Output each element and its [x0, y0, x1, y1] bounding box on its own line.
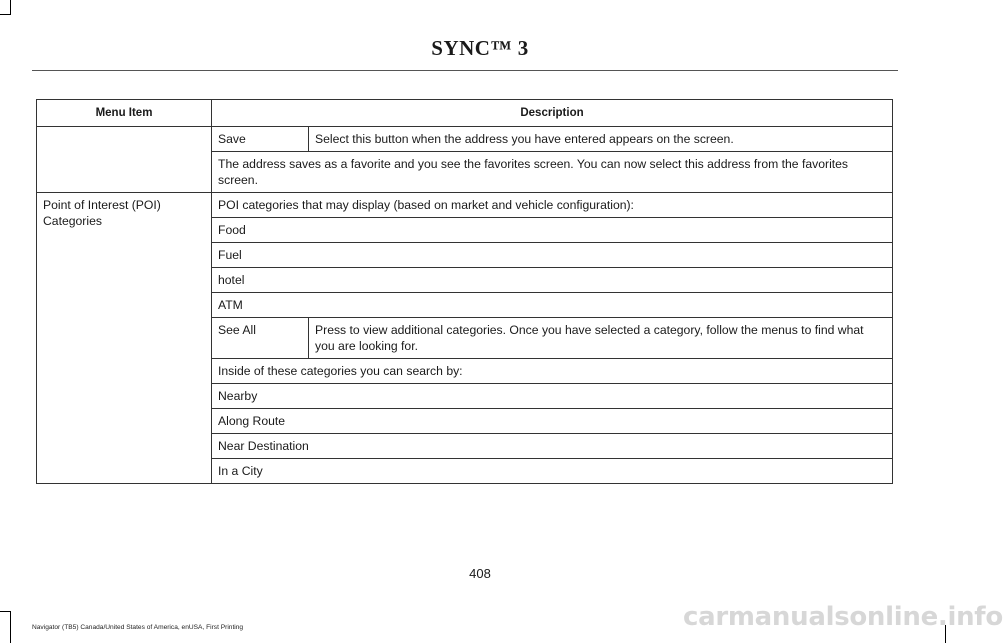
save-note: The address saves as a favorite and you see the favorites screen. You can now select this address from the favorites screen. [212, 152, 893, 193]
poi-category-hotel: hotel [212, 268, 893, 293]
search-intro: Inside of these categories you can search by: [212, 359, 893, 384]
column-header-description: Description [212, 100, 893, 127]
search-option-near-destination: Near Destination [212, 434, 893, 459]
poi-intro: POI categories that may display (based on market and vehicle configuration): [212, 193, 893, 218]
edition-footer: Navigator (TB5) Canada/United States of America, enUSA, First Printing [32, 624, 244, 631]
poi-category-fuel: Fuel [212, 243, 893, 268]
column-header-menu-item: Menu Item [37, 100, 212, 127]
page-number: 408 [469, 566, 491, 581]
menu-description-table [36, 99, 893, 484]
watermark: carmanualsonline.info [683, 602, 1003, 632]
see-all-description: Press to view additional categories. Once you have selected a category, follow the menus to find what you are looking for. [309, 318, 893, 359]
page-title: SYNC™ 3 [431, 36, 529, 60]
search-option-nearby: Nearby [212, 384, 893, 409]
poi-menu-item: Point of Interest (POI) Categories [37, 193, 212, 484]
crop-mark-top-left [10, 0, 11, 14]
search-option-in-a-city: In a City [212, 459, 893, 484]
poi-category-food: Food [212, 218, 893, 243]
table-row [37, 127, 893, 152]
table-header-row [37, 100, 893, 127]
title-divider [32, 70, 898, 71]
save-label: Save [212, 127, 309, 152]
crop-mark-bottom-left-h [0, 611, 11, 612]
save-description: Select this button when the address you have entered appears on the screen. [309, 127, 893, 152]
crop-mark-top-left-h [0, 14, 11, 15]
table-row [37, 193, 893, 218]
see-all-label: See All [212, 318, 309, 359]
search-option-along-route: Along Route [212, 409, 893, 434]
crop-mark-bottom-left [10, 611, 11, 643]
menu-item-cell-empty [37, 127, 212, 193]
poi-category-atm: ATM [212, 293, 893, 318]
